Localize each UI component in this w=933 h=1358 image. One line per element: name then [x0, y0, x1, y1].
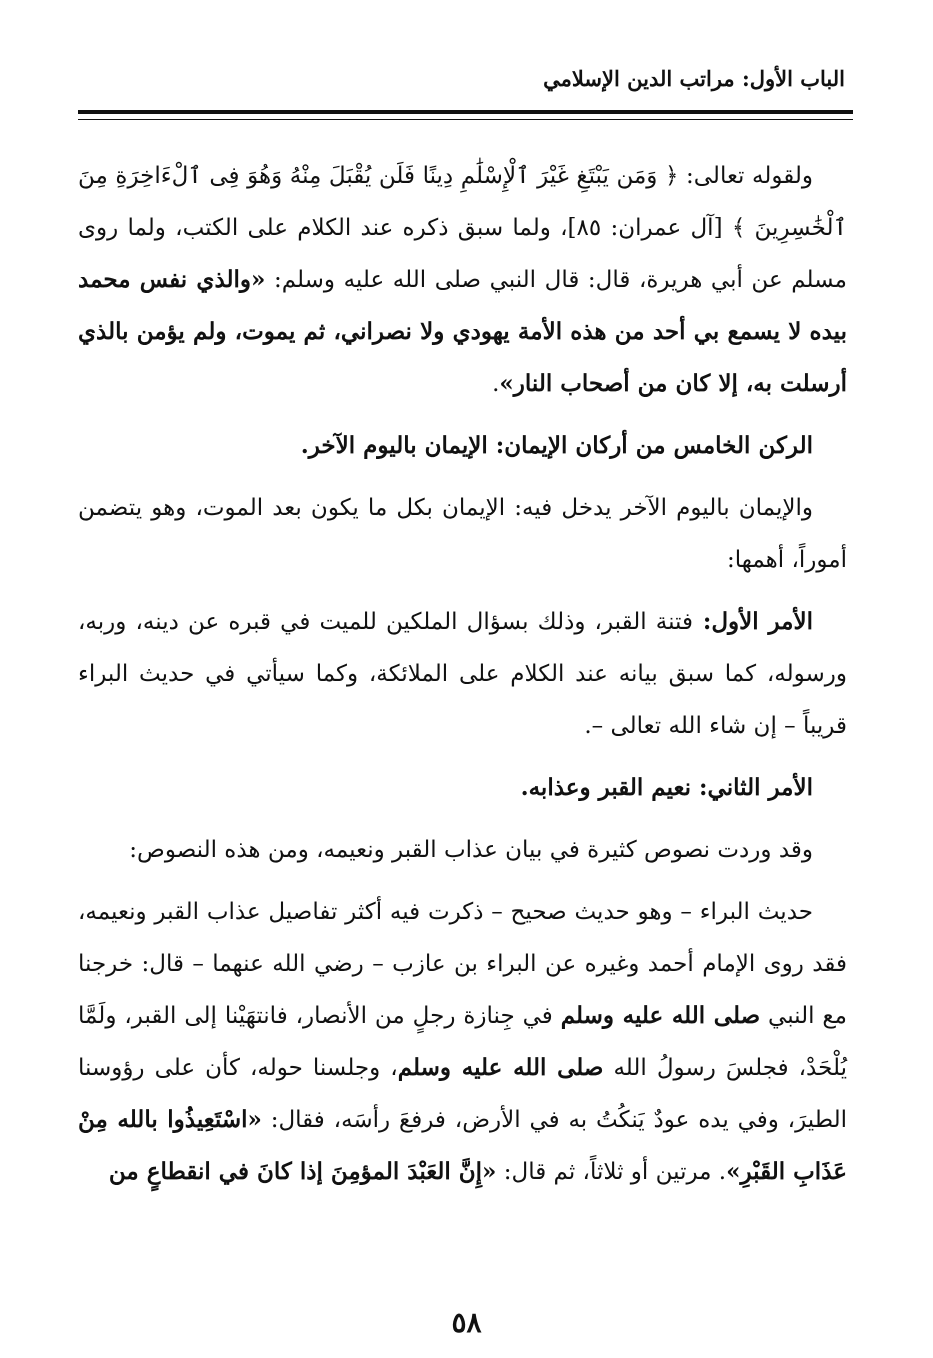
running-header: الباب الأول: مراتب الدين الإسلامي — [543, 66, 845, 91]
hadith-quote: «إِنَّ العَبْدَ المؤمِنَ إذا كانَ في انقطاعٍ من — [108, 1158, 497, 1185]
paragraph-quran-citation — [78, 150, 847, 410]
page-body — [78, 150, 847, 1208]
salutation: صلى الله عليه وسلم — [397, 1054, 604, 1081]
section-heading: الأمر الثاني: نعيم القبر وعذابه. — [520, 774, 813, 801]
paragraph-text: فتنة القبر، وذلك بسؤال الملكين للميت في قبره عن دينه، وربه، ورسوله، كما سبق بيانه عند الكلام على الملائكة، وكما سيأتي في حديث البراء قريباً – إن شاء الله تعالى –. — [78, 609, 847, 739]
paragraph-text: [آل عمران: ٨٥]، ولما سبق ذكره عند الكلام على الكتب، ولما روى مسلم عن أبي هريرة، قال: قال النبي صلى الله عليه وسلم: — [78, 215, 848, 293]
paragraph-text: وقد وردت نصوص كثيرة في بيان عذاب القبر ونعيمه، ومن هذه النصوص: — [129, 837, 813, 863]
page-number: ٥٨ — [451, 1306, 482, 1339]
paragraph-lead: ولقوله تعالى: — [678, 163, 813, 189]
paragraph-hadith-bara — [78, 886, 847, 1198]
quran-verse: ﴿ وَمَن يَبْتَغِ غَيْرَ ٱلْإِسْلَٰمِ دِينًا فَلَن يُقْبَلَ مِنْهُ وَهُوَ فِى ٱلْءَاخِرَةِ مِنَ ٱلْخَٰسِرِينَ ﴾ — [78, 163, 847, 241]
paragraph-text: ، وجلسنا حوله، كأن على رؤوسنا الطيرَ، وفي يده عودٌ يَنكُتُ به في الأرض، فرفعَ رأسَه، فقال: — [78, 1055, 847, 1133]
paragraph-text: في جِنازة رجلٍ من الأنصار، فانتهَيْنا إلى القبر، ولَمَّا يُلْحَدْ، فجلسَ رسولُ الله — [78, 1003, 847, 1081]
header-rule-thin — [78, 119, 853, 120]
paragraph-text: والإيمان باليوم الآخر يدخل فيه: الإيمان بكل ما يكون بعد الموت، وهو يتضمن أموراً، أهمها: — [78, 495, 847, 573]
header-rule-thick — [78, 110, 853, 114]
section-heading: الركن الخامس من أركان الإيمان: الإيمان باليوم الآخر. — [300, 432, 813, 459]
paragraph-text: . مرتين أو ثلاثاً، ثم قال: — [496, 1159, 727, 1185]
hadith-quote: «والذي نفس محمد بيده لا يسمع بي أحد من هذه الأمة يهودي ولا نصراني، ثم يموت، ولم يؤمن بالذي أرسلت به، إلا كان من أصحاب النار» — [78, 266, 847, 397]
hadith-quote: «اسْتَعِيذُوا بالله مِنْ عَذَابِ القَبْرِ» — [78, 1106, 847, 1185]
paragraph-text: حديث البراء – وهو حديث صحيح – ذكرت فيه أكثر تفاصيل عذاب القبر ونعيمه، فقد روى الإمام أحمد وغيره عن البراء بن عازب – رضي الله عنهما – قال: خرجنا مع النبي — [78, 899, 847, 1029]
paragraph-end: . — [492, 371, 500, 397]
salutation: صلى الله عليه وسلم — [560, 1002, 761, 1029]
paragraph-first-matter — [78, 596, 847, 752]
matter-label: الأمر الأول: — [693, 608, 813, 635]
